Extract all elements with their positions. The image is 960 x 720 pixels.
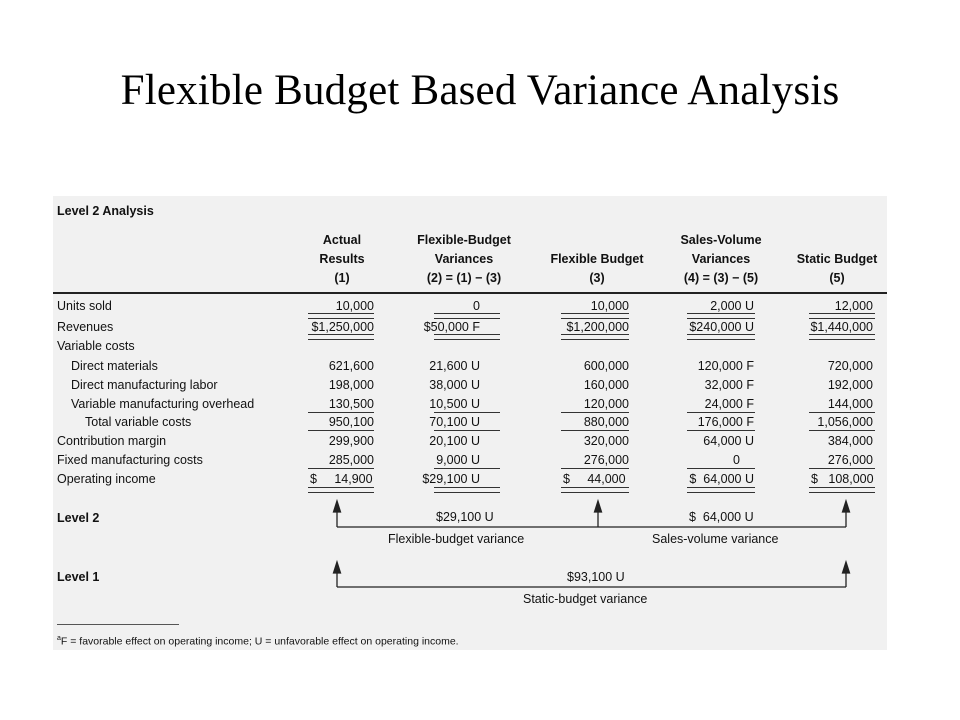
row-label-total-variable-costs: Total variable costs bbox=[85, 415, 192, 429]
cell-revenues-flexible-budget: $1,200,000 bbox=[566, 320, 629, 334]
level2-label: Level 2 bbox=[57, 511, 100, 525]
cell-revenues-flex-variance: $50,000 F bbox=[423, 320, 480, 334]
cell-fixed-costs-flexible-budget: 276,000 bbox=[583, 453, 629, 467]
row-label-contribution-margin: Contribution margin bbox=[57, 434, 167, 448]
footnote-text: F = favorable effect on operating income; U = unfavorable effect on operating income. bbox=[60, 635, 459, 648]
row-label-direct-manufacturing-labor: Direct manufacturing labor bbox=[71, 378, 218, 392]
cell-revenues-sales-volume-variance: $240,000 U bbox=[689, 320, 754, 334]
footnote-marker: a bbox=[57, 635, 61, 642]
cell-revenues-actual: $1,250,000 bbox=[311, 320, 374, 334]
cell-direct-materials-static-budget: 720,000 bbox=[827, 359, 873, 373]
footnote bbox=[57, 632, 459, 649]
cell-direct-materials-flexible-budget: 600,000 bbox=[583, 359, 629, 373]
level1-label: Level 1 bbox=[57, 570, 100, 584]
cell-contribution-margin-actual: 299,900 bbox=[328, 434, 374, 448]
row-label-variable-manufacturing-overhead: Variable manufacturing overhead bbox=[71, 397, 255, 411]
cell-total-variable-flex-variance: 70,100 U bbox=[429, 415, 480, 429]
cell-operating-income-sales-volume-variance: $ 64,000 U bbox=[689, 472, 754, 486]
cell-overhead-static-budget: 144,000 bbox=[827, 397, 873, 411]
cell-units-sold-actual: 10,000 bbox=[335, 299, 374, 313]
level2-flex-variance-label: Flexible-budget variance bbox=[388, 532, 525, 546]
cell-fixed-costs-static-budget: 276,000 bbox=[827, 453, 873, 467]
cell-units-sold-flexible-budget: 10,000 bbox=[590, 299, 629, 313]
cell-direct-labor-flex-variance: 38,000 U bbox=[429, 378, 480, 392]
cell-direct-labor-actual: 198,000 bbox=[328, 378, 374, 392]
footnote-rule bbox=[57, 624, 179, 625]
cell-direct-labor-static-budget: 192,000 bbox=[827, 378, 873, 392]
cell-total-variable-flexible-budget: 880,000 bbox=[583, 415, 629, 429]
level2-sales-volume-amount: $ 64,000 U bbox=[689, 510, 754, 524]
cell-units-sold-sales-volume-variance: 2,000 U bbox=[710, 299, 754, 313]
cell-overhead-flexible-budget: 120,000 bbox=[583, 397, 629, 411]
cell-fixed-costs-sales-volume-variance: 0 bbox=[733, 453, 740, 467]
cell-fixed-costs-flex-variance: 9,000 U bbox=[436, 453, 480, 467]
level2-flex-variance-amount: $29,100 U bbox=[436, 510, 494, 524]
level1-static-variance-label: Static-budget variance bbox=[523, 592, 648, 606]
slide-title: Flexible Budget Based Variance Analysis bbox=[120, 67, 840, 114]
level1-static-variance-amount: $93,100 U bbox=[567, 570, 625, 584]
cell-operating-income-actual: $ 14,900 bbox=[310, 472, 373, 486]
variance-analysis-exhibit bbox=[53, 196, 887, 650]
cell-direct-materials-actual: 621,600 bbox=[328, 359, 374, 373]
row-label-revenues: Revenues bbox=[57, 320, 114, 334]
cell-revenues-static-budget: $1,440,000 bbox=[810, 320, 873, 334]
column-header-flexible-budget-variances: Flexible-Budget Variances (2) = (1) − (3) bbox=[417, 233, 511, 285]
cell-overhead-flex-variance: 10,500 U bbox=[429, 397, 480, 411]
cell-direct-labor-flexible-budget: 160,000 bbox=[583, 378, 629, 392]
cell-total-variable-static-budget: 1,056,000 bbox=[817, 415, 873, 429]
cell-units-sold-static-budget: 12,000 bbox=[834, 299, 873, 313]
cell-contribution-margin-flexible-budget: 320,000 bbox=[583, 434, 629, 448]
row-label-units-sold: Units sold bbox=[57, 299, 112, 313]
cell-total-variable-actual: 950,100 bbox=[328, 415, 374, 429]
cell-operating-income-flex-variance: $29,100 U bbox=[422, 472, 480, 486]
row-label-variable-costs: Variable costs bbox=[57, 339, 135, 353]
column-header-flexible-budget: Flexible Budget (3) bbox=[550, 252, 644, 285]
cell-total-variable-sales-volume-variance: 176,000 F bbox=[697, 415, 754, 429]
cell-direct-materials-flex-variance: 21,600 U bbox=[429, 359, 480, 373]
variance-bracket-arrows bbox=[53, 196, 887, 650]
row-label-direct-materials: Direct materials bbox=[71, 359, 158, 373]
column-header-static-budget: Static Budget (5) bbox=[796, 252, 878, 285]
cell-direct-materials-sales-volume-variance: 120,000 F bbox=[697, 359, 754, 373]
column-header-actual-results: Actual Results (1) bbox=[319, 233, 365, 285]
row-label-operating-income: Operating income bbox=[57, 472, 156, 486]
cell-operating-income-flexible-budget: $ 44,000 bbox=[563, 472, 626, 486]
cell-overhead-actual: 130,500 bbox=[328, 397, 374, 411]
column-header-sales-volume-variances: Sales-Volume Variances (4) = (3) − (5) bbox=[680, 233, 762, 285]
cell-overhead-sales-volume-variance: 24,000 F bbox=[704, 397, 754, 411]
cell-fixed-costs-actual: 285,000 bbox=[328, 453, 374, 467]
cell-direct-labor-sales-volume-variance: 32,000 F bbox=[704, 378, 754, 392]
cell-contribution-margin-flex-variance: 20,100 U bbox=[429, 434, 480, 448]
level2-analysis-heading: Level 2 Analysis bbox=[57, 204, 154, 218]
cell-operating-income-static-budget: $ 108,000 bbox=[811, 472, 874, 486]
cell-units-sold-flex-variance: 0 bbox=[473, 299, 480, 313]
row-label-fixed-manufacturing-costs: Fixed manufacturing costs bbox=[57, 453, 203, 467]
level2-sales-volume-label: Sales-volume variance bbox=[652, 532, 779, 546]
cell-contribution-margin-static-budget: 384,000 bbox=[827, 434, 873, 448]
cell-contribution-margin-sales-volume-variance: 64,000 U bbox=[703, 434, 754, 448]
